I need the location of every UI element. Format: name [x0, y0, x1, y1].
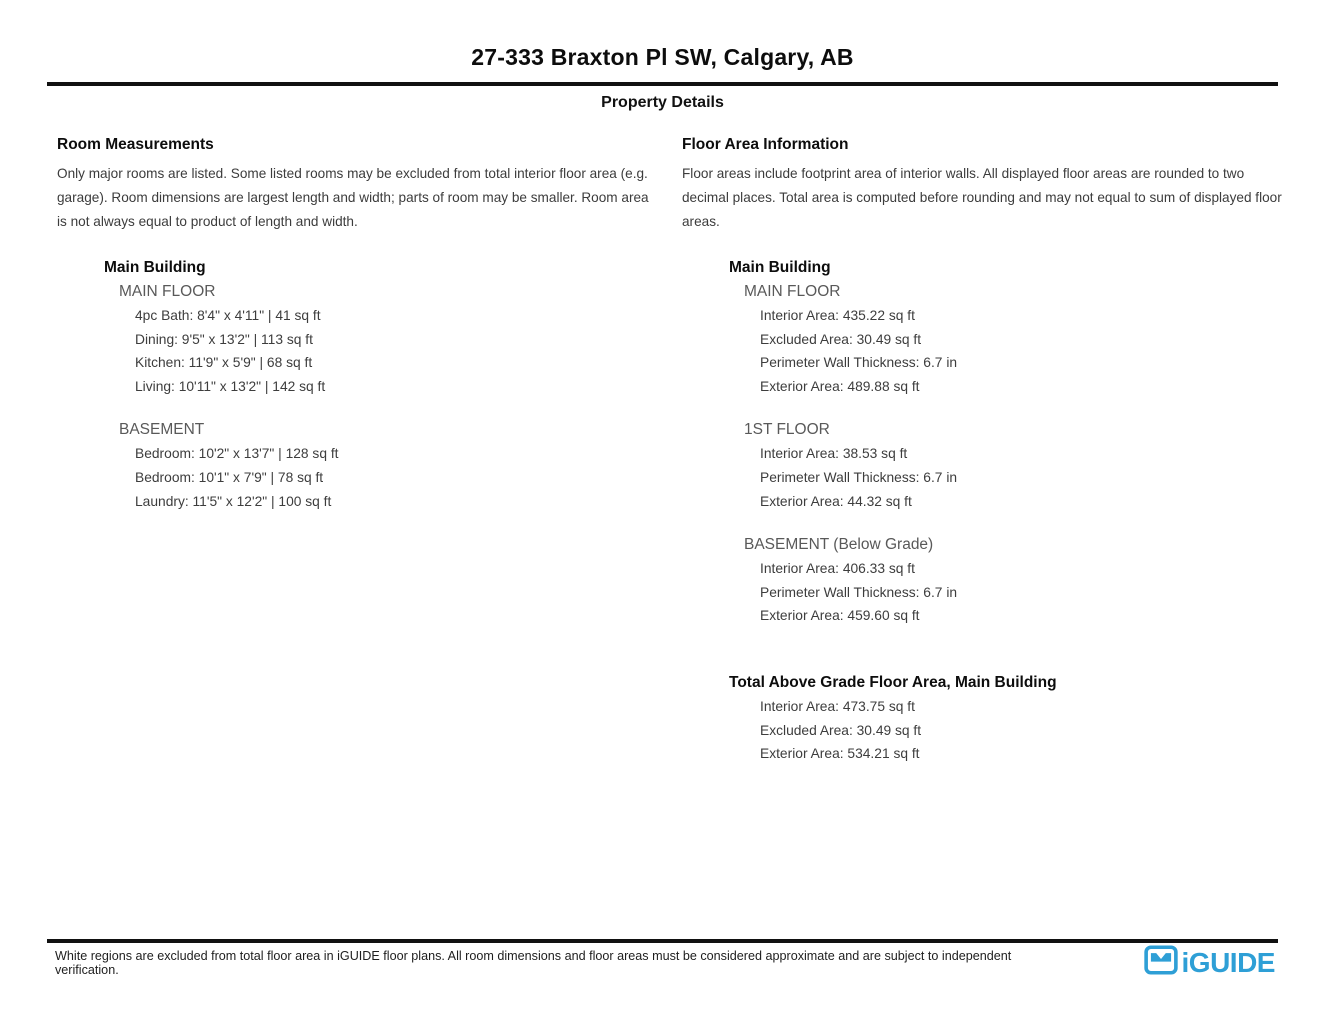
footer-divider: [47, 939, 1278, 943]
room-line: Dining: 9'5" x 13'2" | 113 sq ft: [135, 331, 313, 347]
room-line: Living: 10'11" x 13'2" | 142 sq ft: [135, 378, 326, 394]
total-above-grade-heading: Total Above Grade Floor Area, Main Building: [729, 673, 1057, 691]
floor-name: MAIN FLOOR: [119, 283, 216, 300]
stat-line: Exterior Area: 44.32 sq ft: [760, 493, 912, 509]
iguide-camera-icon: [1144, 945, 1178, 980]
stat-line: Perimeter Wall Thickness: 6.7 in: [760, 355, 958, 371]
floor-area-main-floor: [682, 283, 1288, 398]
floor-area-main-building: [682, 259, 1288, 766]
floor-name: BASEMENT: [119, 421, 205, 439]
stat-line: Interior Area: 435.22 sq ft: [760, 308, 915, 323]
floor-basement: [57, 421, 653, 513]
page-subtitle: Property Details: [601, 94, 724, 111]
floor-area-heading: Floor Area Information: [682, 136, 849, 153]
room-line: Bedroom: 10'1" x 7'9" | 78 sq ft: [135, 469, 324, 485]
footer: [55, 947, 1275, 980]
stat-line: Perimeter Wall Thickness: 6.7 in: [760, 469, 958, 485]
floor-name: 1ST FLOOR: [744, 421, 830, 439]
iguide-logo-text: iGUIDE: [1181, 946, 1275, 978]
stat-line: Perimeter Wall Thickness: 6.7 in: [760, 584, 958, 600]
floor-main-floor: [57, 283, 653, 398]
stat-line: Interior Area: 38.53 sq ft: [760, 446, 908, 462]
stat-line: Excluded Area: 30.49 sq ft: [760, 722, 922, 738]
room-line: 4pc Bath: 8'4" x 4'11" | 41 sq ft: [135, 308, 321, 323]
room-line: Laundry: 11'5" x 12'2" | 100 sq ft: [135, 493, 332, 509]
stat-line: Excluded Area: 30.49 sq ft: [760, 331, 922, 347]
iguide-logo: [1144, 945, 1275, 980]
footer-disclaimer: White regions are excluded from total floor area in iGUIDE floor plans. All room dimensions and floor areas must be considered approximate and are subject to independent verification.: [55, 949, 1012, 977]
building-name: Main Building: [104, 259, 206, 276]
room-line: Kitchen: 11'9" x 5'9" | 68 sq ft: [135, 355, 313, 371]
room-measurements-section: [57, 136, 653, 513]
floor-name: MAIN FLOOR: [744, 283, 841, 300]
floor-area-1st-floor: [682, 421, 1288, 513]
room-line: Bedroom: 10'2" x 13'7" | 128 sq ft: [135, 446, 339, 462]
stat-line: Interior Area: 473.75 sq ft: [760, 698, 915, 714]
floor-name: BASEMENT (Below Grade): [744, 536, 934, 554]
header-divider: [47, 82, 1278, 86]
floor-area-basement: [682, 536, 1288, 628]
building-name: Main Building: [729, 259, 831, 276]
floor-area-information-section: [682, 136, 1288, 766]
total-above-grade-block: [682, 674, 1288, 766]
stat-line: Exterior Area: 534.21 sq ft: [760, 746, 920, 762]
room-measurements-description: Only major rooms are listed. Some listed rooms may be excluded from total interior floor area (e.g. garage). Room dimensions are largest length and width; parts of room may be smaller. Room area is not always equal to product of length and width.: [57, 166, 649, 229]
page-title: 27-333 Braxton Pl SW, Calgary, AB: [471, 44, 854, 70]
room-measurements-main-building: [57, 259, 653, 513]
stat-line: Interior Area: 406.33 sq ft: [760, 561, 915, 577]
stat-line: Exterior Area: 459.60 sq ft: [760, 608, 920, 624]
room-measurements-heading: Room Measurements: [57, 136, 214, 153]
stat-line: Exterior Area: 489.88 sq ft: [760, 378, 920, 394]
floor-area-description: Floor areas include footprint area of interior walls. All displayed floor areas are rounded to two decimal places. Total area is computed before rounding and may not equal to sum of displayed floor areas.: [682, 166, 1282, 229]
